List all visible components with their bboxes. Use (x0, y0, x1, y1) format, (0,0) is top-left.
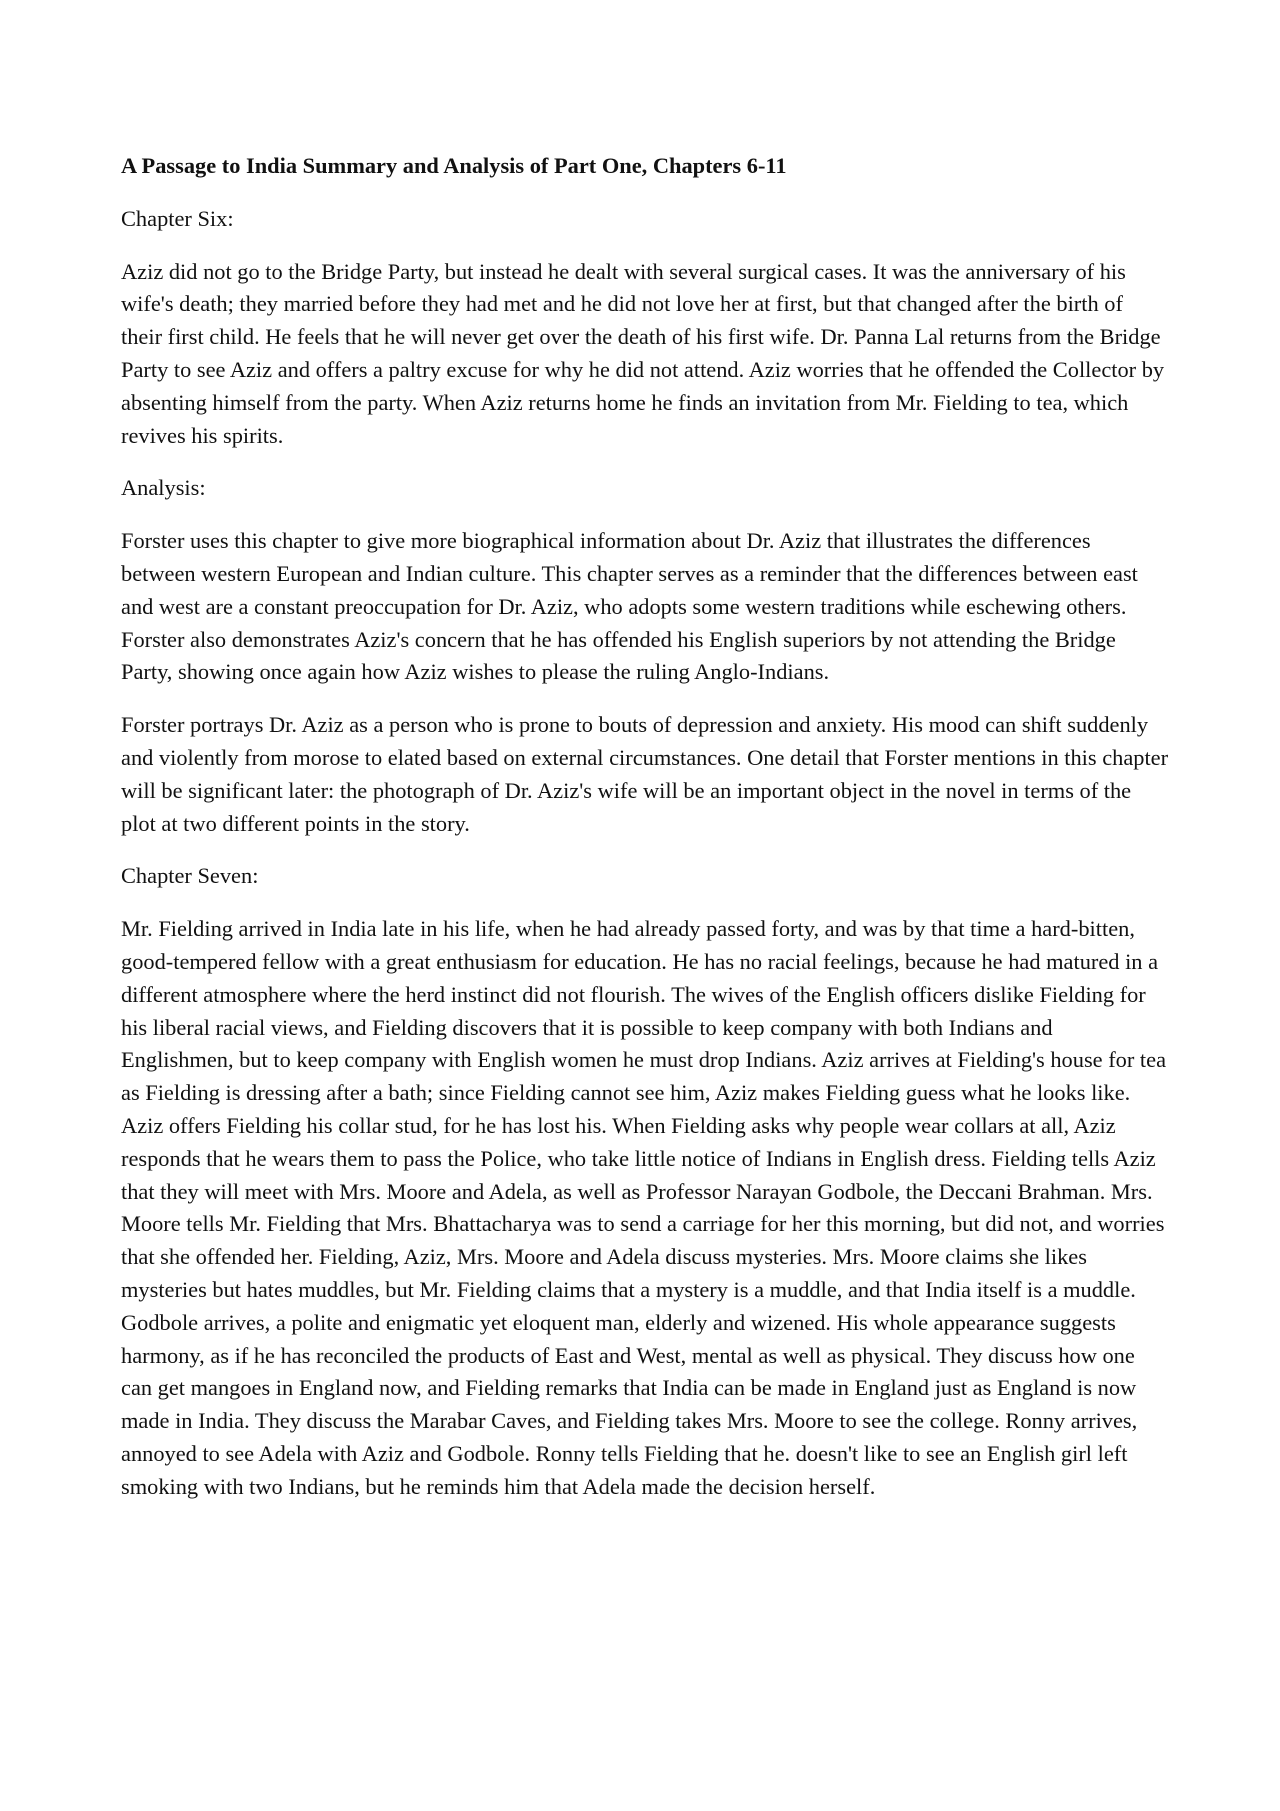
chapter-six-heading: Chapter Six: (121, 205, 234, 231)
analysis-paragraph-2: Forster portrays Dr. Aziz as a person who is prone to bouts of depression and anxiety. His mood can shift suddenly and violently from morose to elated based on external circumstances. One detail that Forster mentions in this chapter will be significant later: the photograph of Dr. Aziz's wife will be an important object in the novel in terms of the plot at two different points in the story. (121, 712, 1169, 836)
chapter-seven-heading: Chapter Seven: (121, 863, 259, 889)
document-title: A Passage to India Summary and Analysis of Part One, Chapters 6-11 (121, 153, 787, 178)
document-page (121, 150, 1169, 1523)
analysis-heading: Analysis: (121, 475, 206, 501)
chapter-seven-summary: Mr. Fielding arrived in India late in his life, when he had already passed forty, and was by that time a hard-bitten, good-tempered fellow with a great enthusiasm for education. He has no racial feelings, because he had matured in a different atmosphere where the herd instinct did not flourish. The wives of the English officers dislike Fielding for his liberal racial views, and Fielding discovers that it is possible to keep company with both Indians and Englishmen, but to keep company with English women he must drop Indians. Aziz arrives at Fielding's house for tea as Fielding is dressing after a bath; since Fielding cannot see him, Aziz makes Fielding guess what he looks like. Aziz offers Fielding his collar stud, for he has lost his. When Fielding asks why people wear collars at all, Aziz responds that he wears them to pass the Police, who take little notice of Indians in English dress. Fielding tells Aziz that they will meet with Mrs. Moore and Adela, as well as Professor Narayan Godbole, the Deccani Brahman. Mrs. Moore tells Mr. Fielding that Mrs. Bhattacharya was to send a carriage for her this morning, but did not, and worries that she offended her. Fielding, Aziz, Mrs. Moore and Adela discuss mysteries. Mrs. Moore claims she likes mysteries but hates muddles, but Mr. Fielding claims that a mystery is a muddle, and that India itself is a muddle. Godbole arrives, a polite and enigmatic yet eloquent man, elderly and wizened. His whole appearance suggests harmony, as if he has reconciled the products of East and West, mental as well as physical. They discuss how one can get mangoes in England now, and Fielding remarks that India can be made in England just as England is now made in India. They discuss the Marabar Caves, and Fielding takes Mrs. Moore to see the college. Ronny arrives, annoyed to see Adela with Aziz and Godbole. Ronny tells Fielding that he. doesn't like to see an English girl left smoking with two Indians, but he reminds him that Adela made the decision herself. (121, 916, 1167, 1499)
chapter-six-summary: Aziz did not go to the Bridge Party, but instead he dealt with several surgical cases. It was the anniversary of his wife's death; they married before they had met and he did not love her at first, but that changed after the birth of their first child. He feels that he will never get over the death of his first wife. Dr. Panna Lal returns from the Bridge Party to see Aziz and offers a paltry excuse for why he did not attend. Aziz worries that he offended the Collector by absenting himself from the party. When Aziz returns home he finds an invitation from Mr. Fielding to tea, which revives his spirits. (121, 258, 1165, 448)
analysis-paragraph-1: Forster uses this chapter to give more biographical information about Dr. Aziz that illustrates the differences between western European and Indian culture. This chapter serves as a reminder that the differences between east and west are a constant preoccupation for Dr. Aziz, who adopts some western traditions while eschewing others. Forster also demonstrates Aziz's concern that he has offended his English superiors by not attending the Bridge Party, showing once again how Aziz wishes to please the ruling Anglo-Indians. (121, 528, 1138, 685)
